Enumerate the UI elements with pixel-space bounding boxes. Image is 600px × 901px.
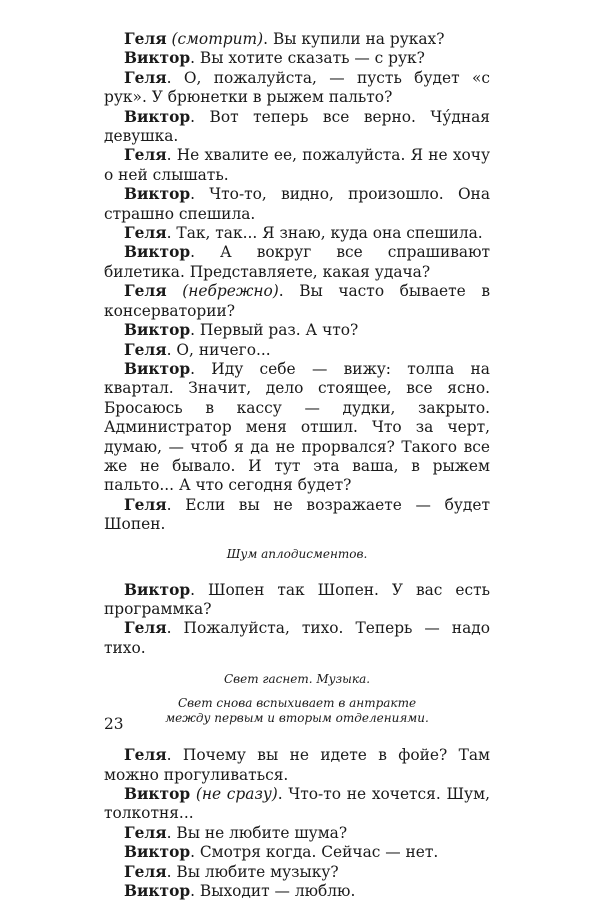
dialogue-line	[104, 341, 490, 360]
dialogue-line	[104, 496, 490, 535]
speaker-name: Геля	[124, 146, 167, 165]
dialogue-line	[104, 243, 490, 282]
speaker-name: Виктор	[124, 321, 191, 340]
speaker-name: Виктор	[124, 359, 191, 378]
speaker-name: Виктор	[124, 243, 191, 262]
line-text: . Вы часто бываете в консерватории?	[104, 282, 490, 320]
line-text: . Шопен так Шопен. У вас есть программка?	[104, 580, 490, 618]
line-text: . Вот теперь все верно. Чу́дная девушка.	[104, 107, 490, 146]
line-text: . Вы купили на руках?	[263, 30, 445, 48]
dialogue-line	[104, 824, 490, 843]
line-text: . Вы не любите шума?	[166, 823, 348, 842]
stage-direction-line: Свет снова вспыхивает в антракте	[177, 696, 417, 711]
dialogue-line	[104, 282, 490, 321]
line-text: . Иду себе — вижу: толпа на квартал. Значит, дело стоящее, все ясно. Бросаюсь в кассу — дудки, закрыто. Администратор меня отшил. Что за черт, думаю, — чтоб я да не прорвался? Такого все же не бывало. И тут эта ваша, в рыжем пальто... А что сегодня будет?	[104, 359, 490, 495]
speaker-name: Геля	[124, 862, 167, 881]
dialogue-line	[104, 746, 490, 785]
speaker-name: Виктор	[124, 49, 191, 68]
line-text: . Вы любите музыку?	[166, 862, 339, 881]
dialogue-line	[104, 108, 490, 147]
line-text: . Так, так... Я знаю, куда она спешила.	[166, 224, 483, 243]
dialogue-line	[104, 785, 490, 824]
dialogue-line	[104, 863, 490, 882]
line-text: . О, пожалуйста, — пусть будет «с рук». У брюнетки в рыжем пальто?	[104, 68, 490, 107]
speaker-name: Виктор	[124, 843, 191, 862]
speaker-name: Геля	[124, 823, 167, 842]
speaker-name: Геля	[124, 30, 167, 48]
stage-direction-line: между первым и вторым отделениями.	[165, 711, 429, 726]
stage-direction: (смотрит)	[171, 30, 264, 48]
speaker-name: Геля	[124, 340, 167, 359]
dialogue-line	[104, 619, 490, 658]
page-number: 23	[104, 715, 124, 733]
stage-direction-block: Свет гаснет. Музыка.	[223, 672, 371, 687]
dialogue-line	[104, 49, 490, 68]
line-text: . Что-то не хочется. Шум, толкотня...	[104, 785, 490, 823]
speaker-name: Геля	[124, 68, 167, 87]
line-text: . Первый раз. А что?	[190, 321, 359, 340]
line-text: . Если вы не возражаете — будет Шопен.	[104, 495, 490, 534]
speaker-name: Геля	[124, 282, 167, 301]
stage-direction-block: Шум аплодисментов.	[226, 546, 368, 561]
speaker-name: Геля	[124, 619, 167, 638]
line-text: . Выходит — люблю.	[190, 882, 356, 901]
dialogue-line	[104, 360, 490, 496]
speaker-name: Геля	[124, 224, 167, 243]
dialogue-line	[104, 882, 490, 901]
line-text: . Пожалуйста, тихо. Теперь — надо тихо.	[104, 619, 490, 657]
speaker-name: Геля	[124, 495, 167, 514]
line-text: . Не хвалите ее, пожалуйста. Я не хочу о ней слышать.	[104, 146, 490, 184]
line-text: . О, ничего...	[166, 340, 271, 359]
speaker-name: Виктор	[124, 185, 191, 204]
line-text: . Что-то, видно, произошло. Она страшно спешила.	[104, 185, 490, 223]
line-text: . Смотря когда. Сейчас — нет.	[190, 843, 439, 862]
stage-direction: (не сразу)	[195, 785, 278, 803]
dialogue-line	[104, 185, 490, 224]
line-text: . Почему вы не идете в фойе? Там можно прогуливаться.	[104, 746, 490, 784]
stage-direction: (небрежно)	[182, 282, 279, 301]
dialogue-line	[104, 321, 490, 340]
speaker-name: Виктор	[124, 107, 191, 126]
dialogue-line	[104, 843, 490, 862]
line-text: . Вы хотите сказать — с рук?	[190, 49, 425, 68]
dialogue-line	[104, 30, 490, 49]
dialogue-line	[104, 581, 490, 620]
speaker-name: Виктор	[124, 785, 191, 803]
dialogue-line	[104, 146, 490, 185]
speaker-name: Виктор	[124, 580, 191, 599]
dialogue-line	[104, 224, 490, 243]
line-text: . А вокруг все спрашивают билетика. Представляете, какая удача?	[104, 243, 490, 281]
dialogue-line	[104, 69, 490, 108]
stage-direction-block	[104, 696, 490, 726]
speaker-name: Виктор	[124, 882, 191, 901]
play-text	[104, 30, 490, 901]
speaker-name: Геля	[124, 746, 167, 765]
